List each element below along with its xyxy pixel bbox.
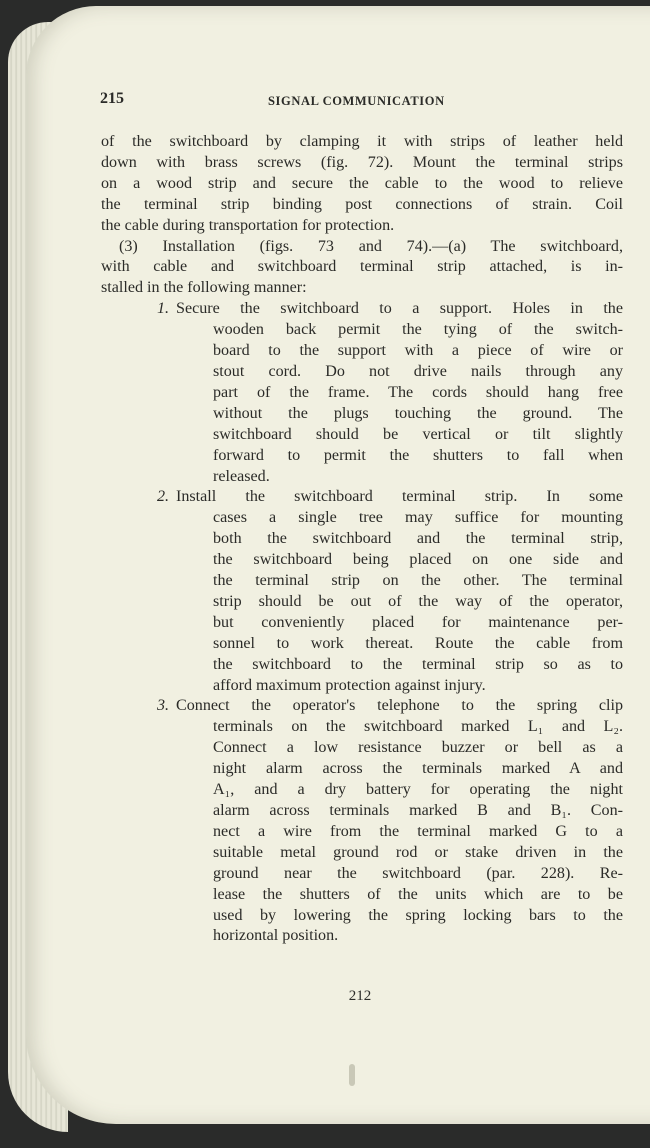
step-line: stout cord. Do not drive nails through any [213,362,623,380]
step-line: strip should be out of the way of the operator, [213,592,623,610]
step-item [101,696,623,947]
step-line: A₁, and a dry battery for operating the night [213,781,623,799]
running-page-number: 215 [100,90,124,107]
running-title: SIGNAL COMMUNICATION [268,94,445,108]
step-number: 3. [157,697,170,715]
step-line: lease the shutters of the units which are to be [213,885,623,903]
step-item [101,487,623,696]
step-line: Connect a low resistance buzzer or bell as a [213,739,623,757]
step-first-line: Secure the switchboard to a support. Holes in the [176,300,623,318]
text-line: the terminal strip binding post connections of strain. Coil [101,195,623,213]
step-first-line: Connect the operator's telephone to the spring clip [176,697,623,715]
step-line: the switchboard to the terminal strip so as to [213,655,623,673]
step-line: night alarm across the terminals marked A and [213,760,623,778]
step-line: switchboard should be vertical or tilt slightly [213,425,623,443]
text-line: of the switchboard by clamping it with strips of leather held [101,133,623,150]
step-line: the terminal strip on the other. The terminal [213,572,623,590]
step-line: ground near the switchboard (par. 228). Re- [213,864,623,882]
step-line: nect a wire from the terminal marked G to a [213,822,623,840]
step-line: horizontal position. [213,927,339,945]
step-line: part of the frame. The cords should hang free [213,383,623,401]
section-heading-line: (3) Installation (figs. 73 and 74).—(a) The switchboard, [119,237,623,255]
text-line: down with brass screws (fig. 72). Mount the terminal strips [101,153,623,171]
step-line: forward to permit the shutters to fall when [213,446,623,464]
step-line: the switchboard being placed on one side and [213,551,623,569]
step-line: but conveniently placed for maintenance per- [213,613,623,631]
section-paragraph [101,237,623,300]
step-line: both the switchboard and the terminal strip, [213,530,623,548]
step-first-line: Install the switchboard terminal strip. In some [176,488,623,506]
step-number: 2. [157,488,170,506]
step-number: 1. [157,300,170,318]
step-line: terminals on the switchboard marked L₁ and L₂. [213,718,623,736]
step-line: cases a single tree may suffice for mounting [213,509,623,527]
text-line: the cable during transportation for protection. [101,216,395,234]
installation-steps [101,299,623,947]
step-line: released. [213,467,270,485]
step-line: afford maximum protection against injury. [213,676,486,694]
step-line: suitable metal ground rod or stake driven in the [213,843,623,861]
text-line: with cable and switchboard terminal strip attached, is in- [101,258,623,276]
step-line: board to the support with a piece of wire or [213,342,623,360]
page-body [101,132,623,947]
binding-mark [349,1064,355,1086]
step-item [101,299,623,487]
step-line: used by lowering the spring locking bars to the [213,906,623,924]
step-line: alarm across terminals marked B and B₁. Con- [213,802,623,819]
step-line: wooden back permit the tying of the switch- [213,321,623,339]
footer-page-number: 212 [348,988,372,1004]
intro-paragraph [101,132,623,237]
text-line: stalled in the following manner: [101,279,307,297]
text-line: on a wood strip and secure the cable to the wood to relieve [101,174,623,192]
step-line: without the plugs touching the ground. The [213,404,623,422]
step-line: sonnel to work thereat. Route the cable from [213,634,623,652]
